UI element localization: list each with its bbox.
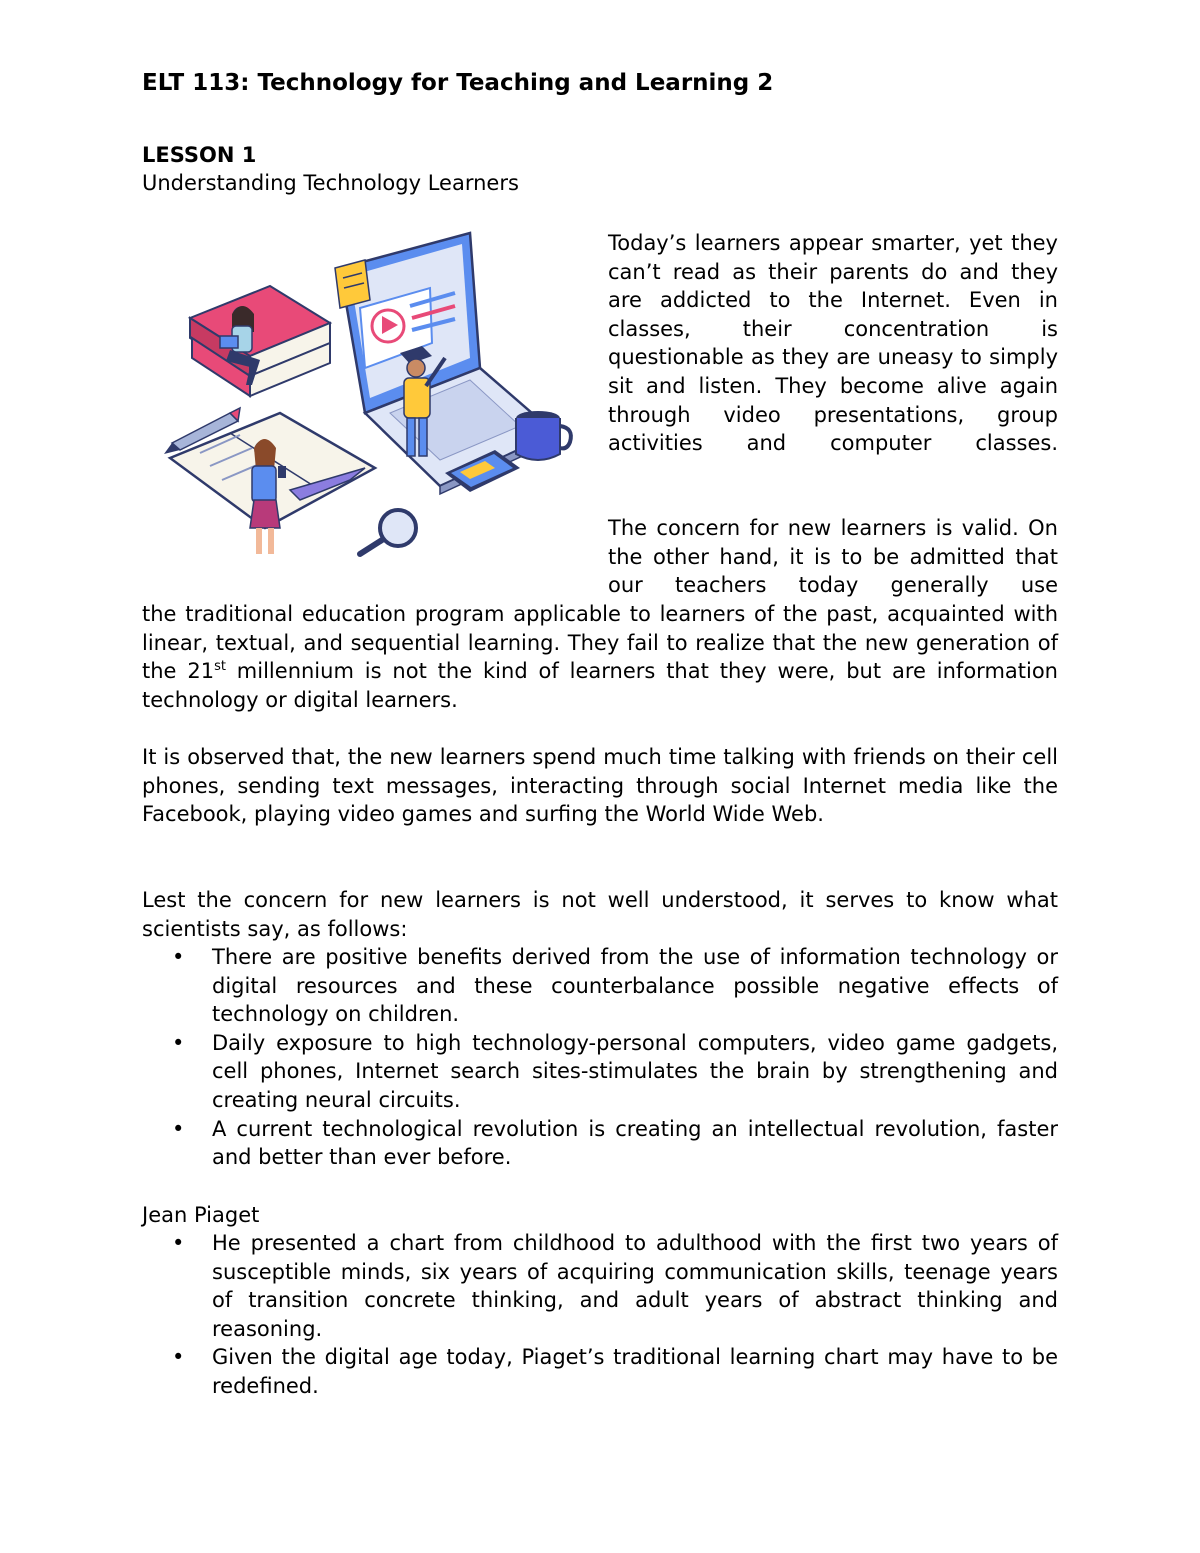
list-item: • Given the digital age today, Piaget’s traditional learning chart may have to be redefined. [142,1343,1058,1400]
mug-icon [516,411,571,460]
list-item: • Daily exposure to high technology-personal computers, video game gadgets, cell phones, Internet search sites-stimulates the brain by strengthening and creating neural circuits. [142,1029,1058,1115]
learners-illustration [160,228,580,573]
piaget-bullet-list [142,1229,1058,1401]
list-item: • He presented a chart from childhood to adulthood with the first two years of susceptible minds, six years of acquiring communication skills, teenage years of transition concrete thinking, and adult years of abstract thinking and reasoning. [142,1229,1058,1343]
intro-paragraph: Today’s learners appear smarter, yet they can’t read as their parents do and they are addicted to the Internet. Even in classes, their concentration is questionable as they are uneasy to simply sit and listen. They become alive again through video presentations, group activities and computer classes. [608,231,1058,456]
concern-text-a: the traditional education program applicable to learners of the past, acquainted with linear, textual, and sequential learning. They fail to realize that the new generation of the 21 [142,602,1058,684]
concern-text-b: millennium is not the kind of learners that they were, but are information technology or digital learners. [142,659,1058,712]
lesson-label: LESSON 1 [142,143,257,167]
scientists-bullet-list [142,943,1058,1172]
list-item: • There are positive benefits derived from the use of information technology or digital resources and these counterbalance possible negative effects of technology on children. [142,943,1058,1029]
scientists-intro-paragraph: Lest the concern for new learners is not well understood, it serves to know what scientists say, as follows: [142,888,1058,941]
concern-paragraph [142,600,1058,714]
list-item: • A current technological revolution is creating an intellectual revolution, faster and better than ever before. [142,1115,1058,1172]
observed-paragraph: It is observed that, the new learners spend much time talking with friends on their cell phones, sending text messages, interacting through social Internet media like the Facebook, playing video games and surfing the World Wide Web. [142,745,1058,827]
book-stack-icon [190,286,330,396]
concern-lead: The concern for new learners is valid. On the other hand, it is to be admitted that our teachers today generally use [608,516,1058,598]
magnifier-icon [360,510,416,554]
sticky-notes-icon [335,260,370,308]
piaget-heading: Jean Piaget [142,1203,260,1227]
course-title: ELT 113: Technology for Teaching and Learning 2 [142,70,774,96]
ordinal-superscript: st [214,659,226,675]
lesson-title: Understanding Technology Learners [142,171,519,195]
